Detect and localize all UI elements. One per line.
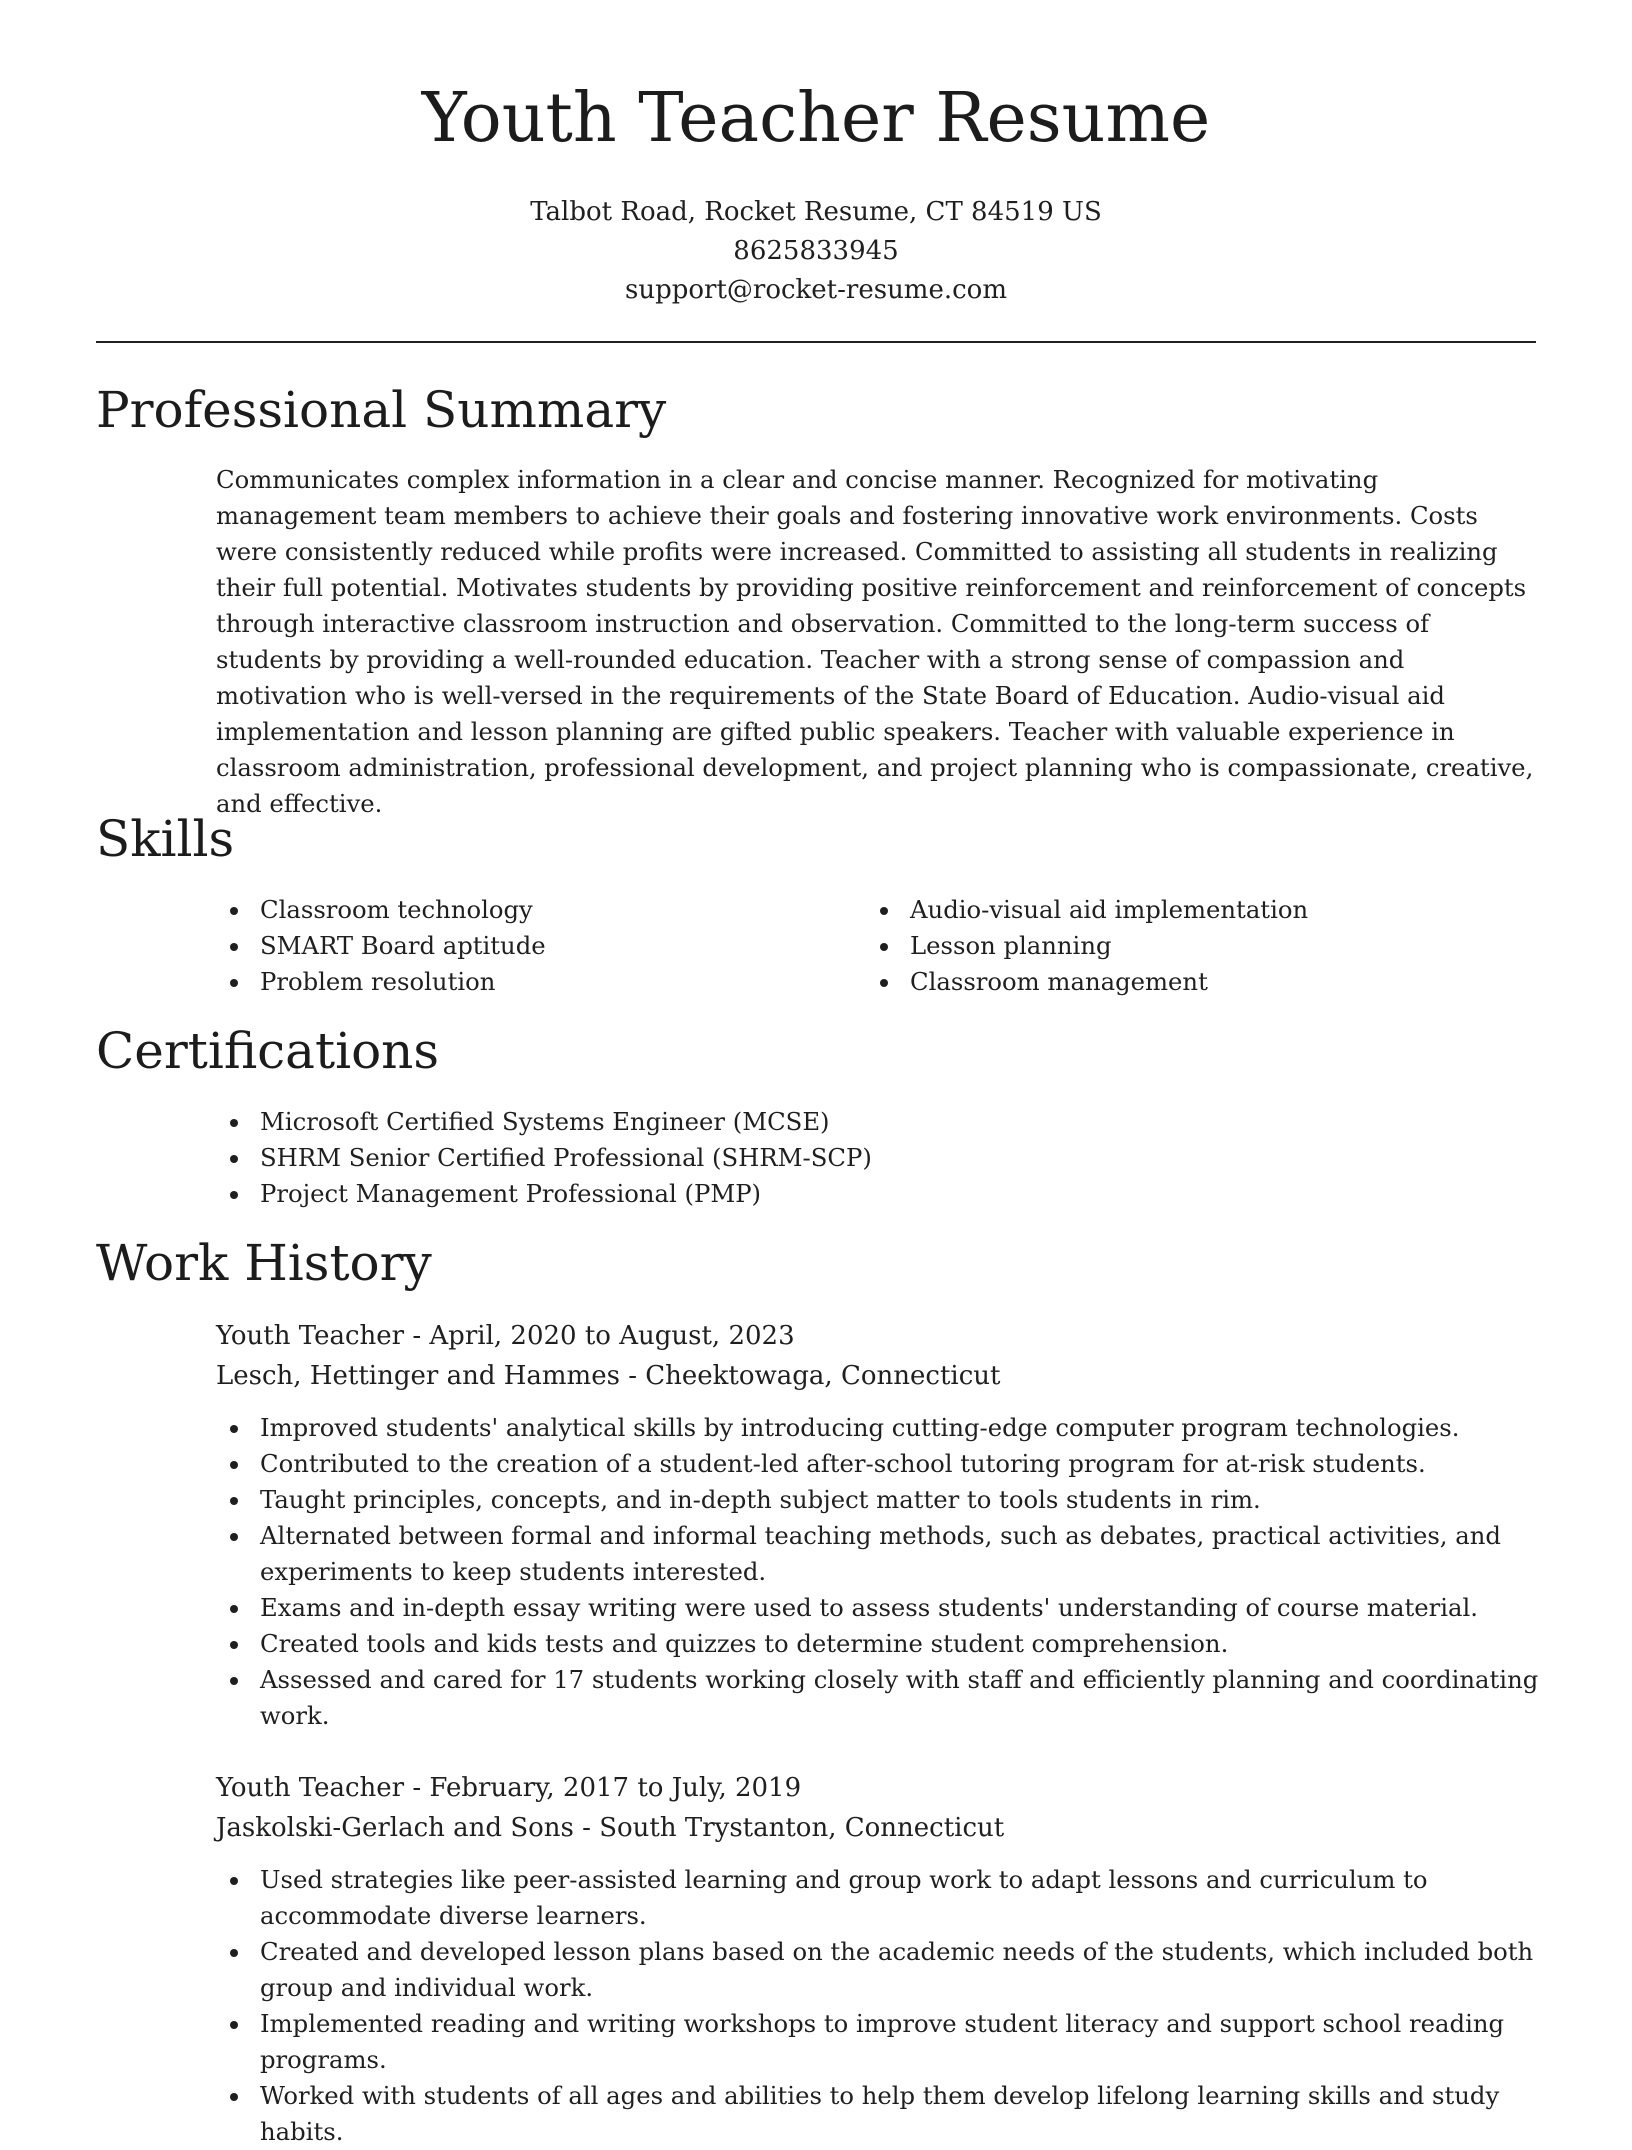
job-title: Youth Teacher — [216, 1321, 405, 1351]
header-divider — [96, 341, 1536, 343]
job-duty-item: Alternated between formal and informal teaching methods, such as debates, practical activities, and experiments to keep students interested. — [216, 1518, 1542, 1590]
job-duty-item: Created tools and kids tests and quizzes to determine student comprehension. — [216, 1626, 1542, 1662]
job-title-line — [216, 1316, 795, 1356]
job-title-line — [216, 1768, 801, 1808]
contact-info — [0, 193, 1632, 310]
skills-list-left — [216, 892, 856, 1000]
job-company-line — [216, 1356, 1000, 1396]
skills-list-right — [866, 892, 1506, 1000]
job-company: Jaskolski-Gerlach and Sons — [216, 1813, 574, 1843]
certification-item: Microsoft Certified Systems Engineer (MCSE) — [216, 1104, 1516, 1140]
certification-item: SHRM Senior Certified Professional (SHRM-SCP) — [216, 1140, 1516, 1176]
job-duty-item: Contributed to the creation of a student-led after-school tutoring program for at-risk students. — [216, 1446, 1542, 1482]
skill-item: SMART Board aptitude — [216, 928, 856, 964]
job-dates: - February, 2017 to July, 2019 — [404, 1773, 802, 1803]
skills-heading: Skills — [96, 810, 235, 868]
job-duties-list — [216, 1862, 1542, 2150]
job-duty-item: Assessed and cared for 17 students working closely with staff and efficiently planning and coordinating work. — [216, 1662, 1542, 1734]
resume-title: Youth Teacher Resume — [421, 79, 1211, 158]
job-title: Youth Teacher — [216, 1773, 405, 1803]
summary-text: Communicates complex information in a clear and concise manner. Recognized for motivating management team members to achieve their goals and fostering innovative work environments. Costs were consistently reduced while profits were increased. Committed to assisting all students in realizing their full potential. Motivates students by providing positive reinforcement and reinforcement of concepts through interactive classroom instruction and observation. Committed to the long-term success of students by providing a well-rounded education. Teacher with a strong sense of compassion and motivation who is well-versed in the requirements of the State Board of Education. Audio-visual aid implementation and lesson planning are gifted public speakers. Teacher with valuable experience in classroom administration, professional development, and project planning who is compassionate, creative, and effective. — [216, 465, 1534, 818]
job-duty-item: Implemented reading and writing workshops to improve student literacy and support school reading programs. — [216, 2006, 1542, 2078]
job-duties-list — [216, 1410, 1542, 1734]
skill-item: Problem resolution — [216, 964, 856, 1000]
certification-item: Project Management Professional (PMP) — [216, 1176, 1516, 1212]
work-history-heading: Work History — [96, 1234, 432, 1292]
summary-heading: Professional Summary — [96, 381, 667, 439]
contact-email: support@rocket-resume.com — [624, 275, 1007, 305]
job-duty-item: Worked with students of all ages and abilities to help them develop lifelong learning skills and study habits. — [216, 2078, 1542, 2150]
job-duty-item: Taught principles, concepts, and in-depth subject matter to tools students in rim. — [216, 1482, 1542, 1518]
certifications-heading: Certifications — [96, 1022, 440, 1080]
job-location: - Cheektowaga, Connecticut — [619, 1361, 1001, 1391]
job-location: - South Trystanton, Connecticut — [573, 1813, 1005, 1843]
job-company-line — [216, 1808, 1004, 1848]
job-duty-item: Created and developed lesson plans based on the academic needs of the students, which included both group and individual work. — [216, 1934, 1542, 2006]
skill-item: Classroom management — [866, 964, 1506, 1000]
contact-address: Talbot Road, Rocket Resume, CT 84519 US — [530, 197, 1102, 227]
certifications-list — [216, 1104, 1516, 1212]
skill-item: Audio-visual aid implementation — [866, 892, 1506, 928]
job-duty-item: Improved students' analytical skills by introducing cutting-edge computer program technologies. — [216, 1410, 1542, 1446]
contact-phone: 8625833945 — [733, 236, 899, 266]
skill-item: Lesson planning — [866, 928, 1506, 964]
skill-item: Classroom technology — [216, 892, 856, 928]
job-duty-item: Exams and in-depth essay writing were used to assess students' understanding of course material. — [216, 1590, 1542, 1626]
job-duty-item: Used strategies like peer-assisted learning and group work to adapt lessons and curriculum to accommodate diverse learners. — [216, 1862, 1542, 1934]
job-company: Lesch, Hettinger and Hammes — [216, 1361, 620, 1391]
job-dates: - April, 2020 to August, 2023 — [404, 1321, 795, 1351]
